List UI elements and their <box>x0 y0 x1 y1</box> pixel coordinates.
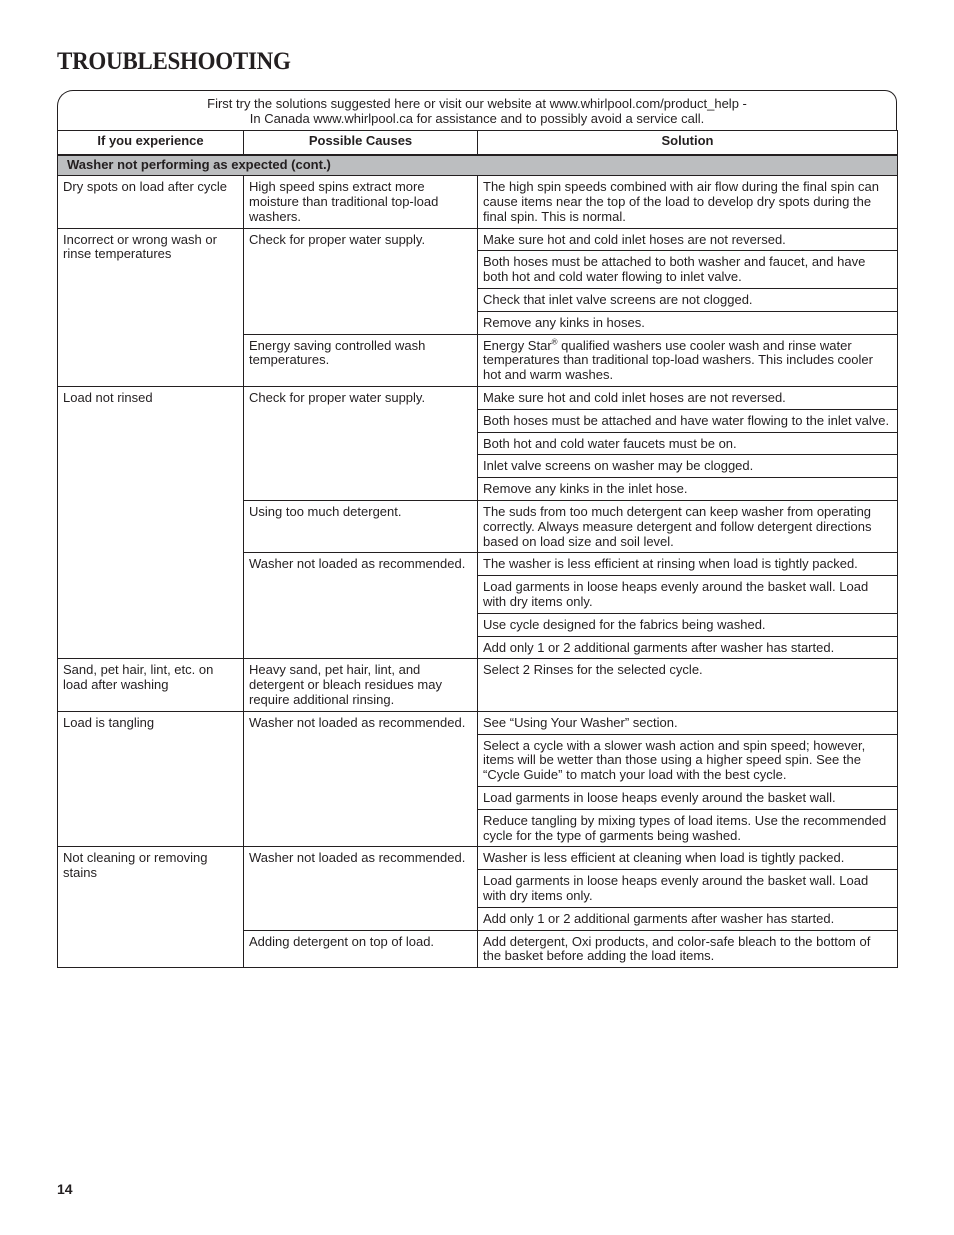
intro-line-1: First try the solutions suggested here or visit our website at www.whirlpool.com/product_help - <box>207 96 747 111</box>
section-row <box>58 155 898 176</box>
problem-cell: Sand, pet hair, lint, etc. on load after washing <box>58 659 244 711</box>
solution-cell: Washer is less efficient at cleaning when load is tightly packed. <box>478 847 898 870</box>
cause-cell: High speed spins extract more moisture than traditional top-load washers. <box>244 176 478 228</box>
page-number: 14 <box>57 1181 73 1197</box>
table-row <box>58 659 898 711</box>
solution-cell: Both hot and cold water faucets must be on. <box>478 432 898 455</box>
solution-cell: Load garments in loose heaps evenly around the basket wall. Load with dry items only. <box>478 576 898 614</box>
intro-box <box>57 90 897 130</box>
troubleshooting-frame <box>57 90 897 968</box>
solution-cell: The washer is less efficient at rinsing when load is tightly packed. <box>478 553 898 576</box>
solution-cell: The high spin speeds combined with air flow during the final spin can cause items near the top of the load to develop dry spots during the final spin. This is normal. <box>478 176 898 228</box>
solution-cell: Reduce tangling by mixing types of load items. Use the recommended cycle for the type of garments being washed. <box>478 809 898 847</box>
solution-cell: Make sure hot and cold inlet hoses are not reversed. <box>478 387 898 410</box>
problem-cell: Dry spots on load after cycle <box>58 176 244 228</box>
table-row <box>58 228 898 251</box>
solution-cell: The suds from too much detergent can keep washer from operating correctly. Always measure detergent and follow detergent directions based on load size and soil level. <box>478 501 898 553</box>
solution-cell: Both hoses must be attached to both washer and faucet, and have both hot and cold water flowing to inlet valve. <box>478 251 898 289</box>
solution-cell: Inlet valve screens on washer may be clogged. <box>478 455 898 478</box>
cause-cell: Washer not loaded as recommended. <box>244 711 478 847</box>
solution-cell: Select 2 Rinses for the selected cycle. <box>478 659 898 711</box>
header-solution: Solution <box>478 131 898 155</box>
solution-cell: Select a cycle with a slower wash action and spin speed; however, items will be wetter than those using a higher speed spin. See the “Cycle Guide” to match your load with the best cycle. <box>478 734 898 786</box>
table-row <box>58 387 898 410</box>
solution-cell: Load garments in loose heaps evenly around the basket wall. <box>478 787 898 810</box>
problem-cell: Load not rinsed <box>58 387 244 659</box>
cause-cell: Washer not loaded as recommended. <box>244 553 478 659</box>
solution-cell: Remove any kinks in hoses. <box>478 311 898 334</box>
table-row <box>58 847 898 870</box>
solution-cell: Both hoses must be attached and have water flowing to the inlet valve. <box>478 409 898 432</box>
troubleshooting-table <box>57 130 898 968</box>
solution-cell: Remove any kinks in the inlet hose. <box>478 478 898 501</box>
table-row <box>58 711 898 734</box>
solution-cell: Load garments in loose heaps evenly around the basket wall. Load with dry items only. <box>478 870 898 908</box>
problem-cell: Not cleaning or removing stains <box>58 847 244 968</box>
table-header-row <box>58 131 898 155</box>
cause-cell: Adding detergent on top of load. <box>244 930 478 968</box>
header-if-you-experience: If you experience <box>58 131 244 155</box>
problem-cell: Load is tangling <box>58 711 244 847</box>
solution-cell: See “Using Your Washer” section. <box>478 711 898 734</box>
solution-cell: Add only 1 or 2 additional garments after washer has started. <box>478 907 898 930</box>
cause-cell: Washer not loaded as recommended. <box>244 847 478 930</box>
table-body <box>58 155 898 968</box>
table-row <box>58 176 898 228</box>
section-heading: Washer not performing as expected (cont.) <box>58 155 898 176</box>
solution-cell: Use cycle designed for the fabrics being washed. <box>478 613 898 636</box>
intro-line-2: In Canada www.whirlpool.ca for assistance and to possibly avoid a service call. <box>249 111 705 126</box>
cause-cell: Heavy sand, pet hair, lint, and detergent or bleach residues may require additional rinsing. <box>244 659 478 711</box>
solution-cell: Add only 1 or 2 additional garments after washer has started. <box>478 636 898 659</box>
cause-cell: Check for proper water supply. <box>244 228 478 334</box>
solution-cell: Energy Star® qualified washers use cooler wash and rinse water temperatures than traditional top-load washers. This includes cooler hot and warm washes. <box>478 334 898 386</box>
header-possible-causes: Possible Causes <box>244 131 478 155</box>
page-title: TROUBLESHOOTING <box>57 48 291 75</box>
solution-cell: Make sure hot and cold inlet hoses are not reversed. <box>478 228 898 251</box>
cause-cell: Energy saving controlled wash temperatures. <box>244 334 478 386</box>
cause-cell: Using too much detergent. <box>244 501 478 553</box>
cause-cell: Check for proper water supply. <box>244 387 478 501</box>
solution-cell: Add detergent, Oxi products, and color-safe bleach to the bottom of the basket before adding the load items. <box>478 930 898 968</box>
problem-cell: Incorrect or wrong wash or rinse temperatures <box>58 228 244 386</box>
solution-cell: Check that inlet valve screens are not clogged. <box>478 289 898 312</box>
